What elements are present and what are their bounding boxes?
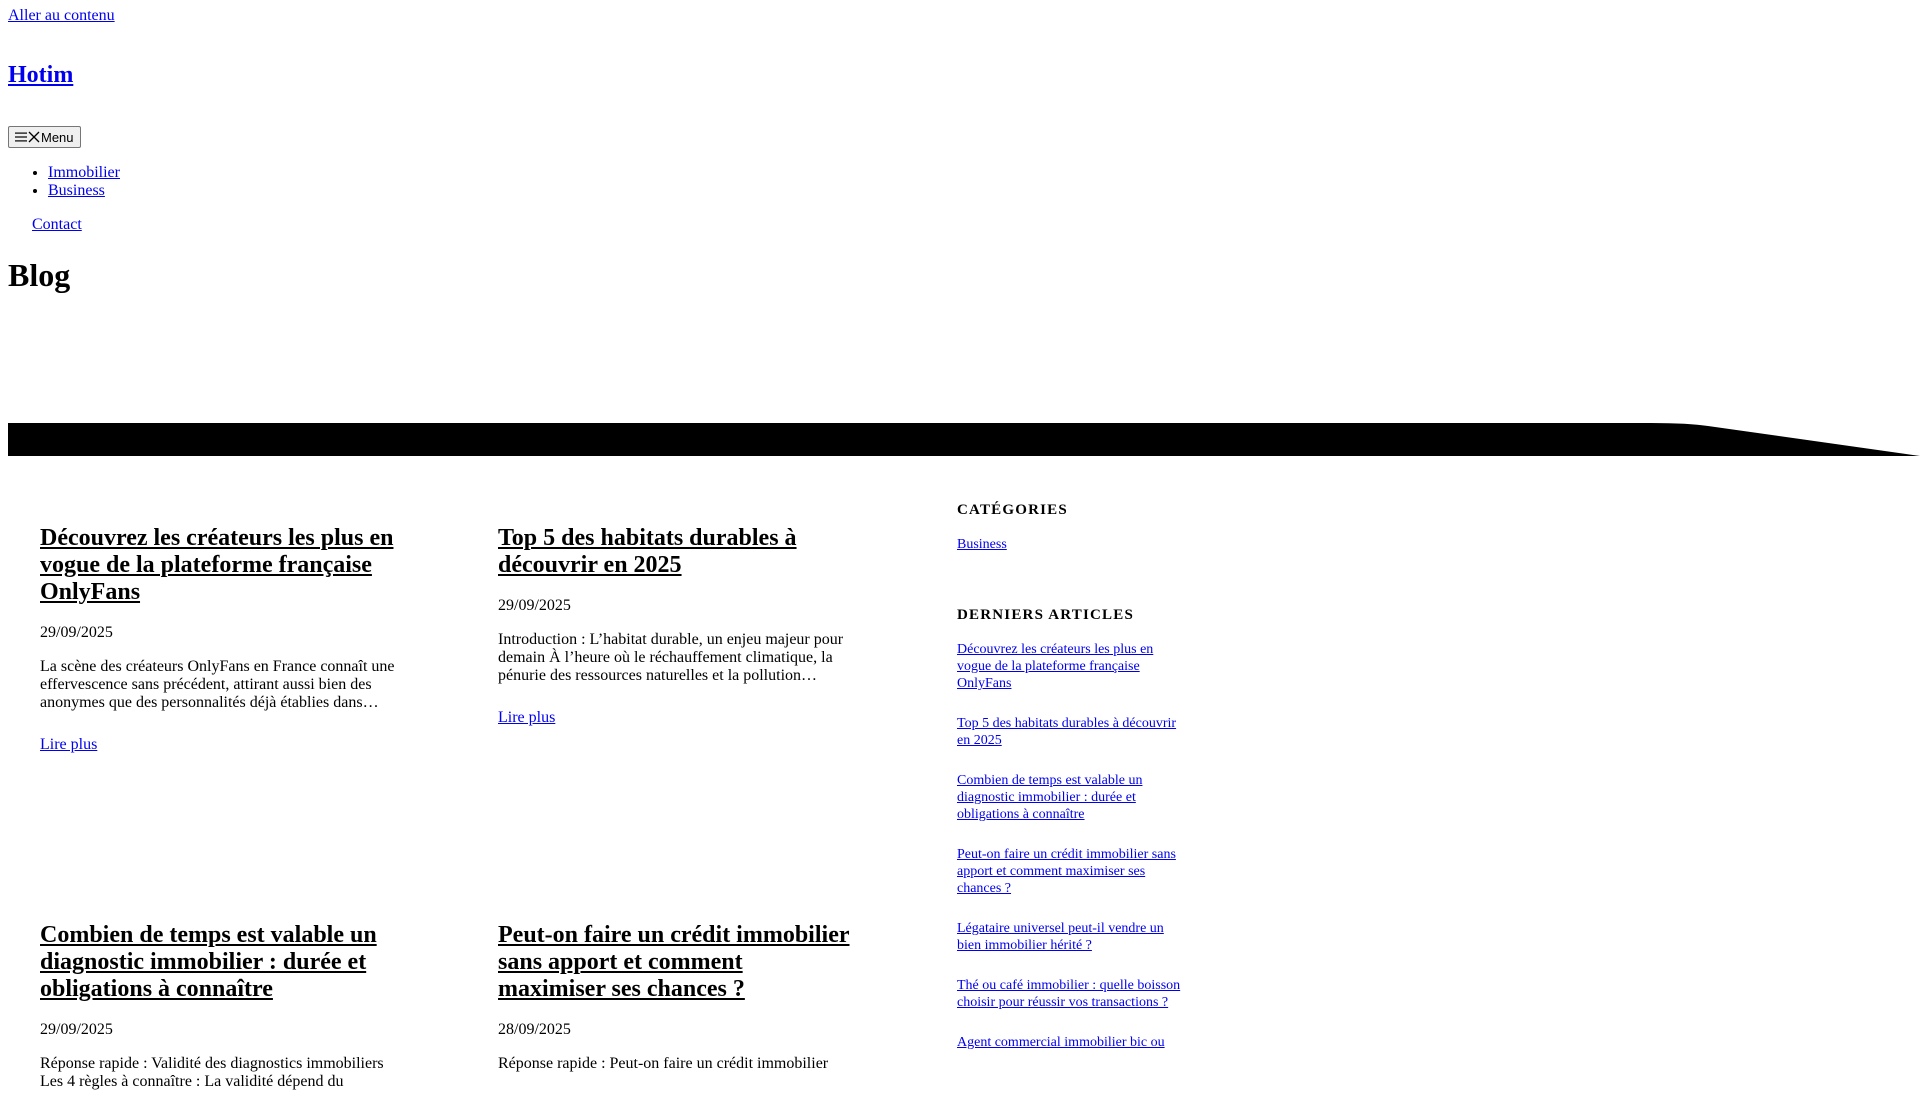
post-title xyxy=(40,525,395,606)
recent-post-item xyxy=(957,715,1187,749)
post-title-link[interactable]: Top 5 des habitats durables à découvrir en 2025 xyxy=(498,525,797,578)
post-card xyxy=(40,525,395,754)
recent-posts-widget-title: DERNIERS ARTICLES xyxy=(957,607,1135,623)
post-card xyxy=(498,525,853,727)
hero-divider-shape xyxy=(8,423,1920,456)
nav-item-immobilier xyxy=(48,164,120,182)
recent-post-item xyxy=(957,772,1187,823)
post-excerpt: Réponse rapide : Peut-on faire un crédit immobilier xyxy=(498,1055,829,1072)
page-title: Blog xyxy=(8,257,71,293)
close-icon xyxy=(28,131,40,143)
post-card xyxy=(40,922,395,1115)
categories-widget-title: CATÉGORIES xyxy=(957,502,1068,518)
post-date: 29/09/2025 xyxy=(40,1021,113,1038)
post-date: 28/09/2025 xyxy=(498,1021,571,1038)
recent-post-item xyxy=(957,846,1187,897)
post-title-link[interactable]: Combien de temps est valable un diagnostic immobilier : durée et obligations à connaître xyxy=(40,922,377,1002)
menu-toggle-button[interactable] xyxy=(8,126,81,148)
recent-post-link[interactable]: Agent commercial immobilier bic ou xyxy=(957,1035,1165,1050)
post-title-link[interactable]: Découvrez les créateurs les plus en vogue de la plateforme française OnlyFans xyxy=(40,525,394,605)
recent-post-link[interactable]: Peut-on faire un crédit immobilier sans apport et comment maximiser ses chances ? xyxy=(957,847,1176,896)
post-title xyxy=(498,525,853,579)
post-title-link[interactable]: Peut-on faire un crédit immobilier sans apport et comment maximiser ses chances ? xyxy=(498,922,850,1002)
recent-post-item xyxy=(957,977,1187,1011)
recent-post-item xyxy=(957,1034,1187,1051)
recent-post-item xyxy=(957,920,1187,954)
main-navigation xyxy=(8,164,120,200)
category-item xyxy=(957,536,1187,553)
recent-post-item xyxy=(957,641,1187,692)
skip-to-content-link[interactable]: Aller au contenu xyxy=(8,7,115,24)
recent-post-link[interactable]: Top 5 des habitats durables à découvrir en 2025 xyxy=(957,716,1177,748)
recent-post-link[interactable]: Thé ou café immobilier : quelle boisson choisir pour réussir vos transactions ? xyxy=(957,978,1181,1010)
post-date: 29/09/2025 xyxy=(40,624,113,641)
recent-post-link[interactable]: Découvrez les créateurs les plus en vogue de la plateforme française OnlyFans xyxy=(957,642,1154,691)
read-more-link[interactable]: Lire plus xyxy=(498,709,556,726)
category-link-business[interactable]: Business xyxy=(957,537,1007,552)
site-title-link[interactable]: Hotim xyxy=(8,62,74,88)
menu-toggle-label: Menu xyxy=(41,129,74,145)
post-title xyxy=(498,922,853,1003)
post-excerpt: Réponse rapide : Validité des diagnostics immobiliers Les 4 règles à connaître : La validité dépend du xyxy=(40,1055,384,1090)
nav-link-business[interactable]: Business xyxy=(48,182,105,199)
hamburger-icon xyxy=(15,132,27,142)
nav-item-business xyxy=(48,182,120,200)
post-card xyxy=(498,922,853,1097)
recent-post-link[interactable]: Combien de temps est valable un diagnostic immobilier : durée et obligations à connaître xyxy=(957,773,1143,822)
post-excerpt: La scène des créateurs OnlyFans en France connaît une effervescence sans précédent, attirant aussi bien des anonymes que des personnalités déjà établies dans… xyxy=(40,658,395,711)
post-excerpt: Introduction : L’habitat durable, un enjeu majeur pour demain À l’heure où le réchauffement climatique, la pénurie des ressources naturelles et la pollution… xyxy=(498,631,844,684)
recent-post-link[interactable]: Légataire universel peut-il vendre un bien immobilier hérité ? xyxy=(957,921,1164,953)
categories-list xyxy=(957,536,1187,553)
contact-link[interactable]: Contact xyxy=(32,216,82,233)
post-title xyxy=(40,922,395,1003)
post-date: 29/09/2025 xyxy=(498,597,571,614)
recent-posts-list xyxy=(957,641,1187,1051)
nav-link-immobilier[interactable]: Immobilier xyxy=(48,164,120,181)
read-more-link[interactable]: Lire plus xyxy=(40,736,98,753)
sidebar xyxy=(957,500,1187,1074)
